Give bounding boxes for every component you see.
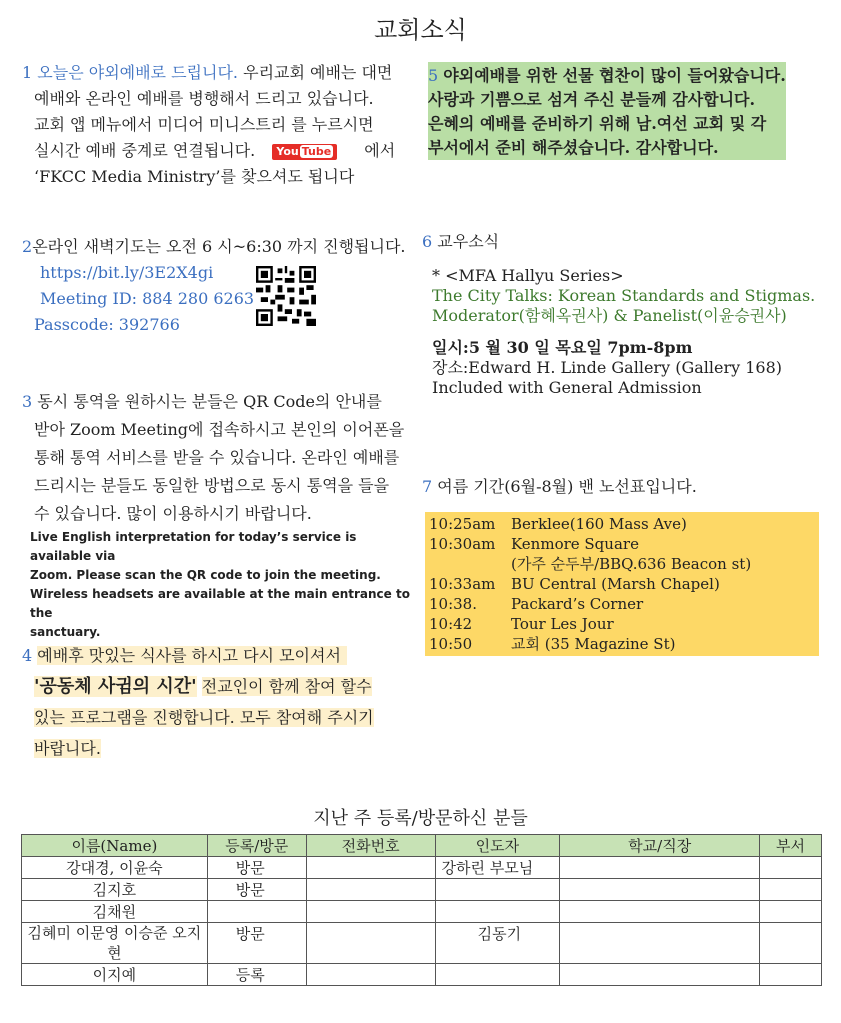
registry-table [21, 834, 822, 986]
table-header: 학교/직장 [560, 835, 760, 857]
table-cell [560, 879, 760, 901]
zoom-link[interactable]: https://bit.ly/3E2X4gi [40, 263, 214, 282]
van-stop-time: 10:25am [429, 515, 496, 533]
meeting-id: Meeting ID: 884 280 6263 [40, 289, 255, 308]
table-cell [760, 923, 822, 964]
item-text: 예배후 맛있는 식사를 하시고 다시 모이셔서 [37, 646, 347, 665]
table-cell [435, 964, 560, 986]
item-text: ‘FKCC Media Ministry’를 찾으셔도 됩니다 [34, 167, 355, 186]
youtube-logo[interactable]: You Tube [272, 144, 337, 160]
table-cell [306, 857, 435, 879]
item-text: 전교인이 함께 참여 할수 [201, 677, 372, 696]
van-stop-time: 10:33am [429, 575, 496, 593]
table-cell [760, 901, 822, 923]
table-cell: 방문 [207, 923, 306, 964]
item-text: 동시 통역을 원하시는 분들은 QR Code의 안내를 [37, 392, 382, 411]
item-text: 우리교회 예배는 대면 [243, 63, 393, 82]
table-cell: 김채원 [22, 901, 208, 923]
van-stop-name: BU Central (Marsh Chapel) [511, 575, 720, 593]
item-text: 수 있습니다. 많이 이용하시기 바랍니다. [34, 504, 312, 523]
table-row [22, 964, 822, 986]
item-text: 야외예배를 위한 선물 협찬이 많이 들어왔습니다. [443, 66, 786, 85]
van-stop-time: 10:38. [429, 595, 477, 613]
item-text: 드리시는 분들도 동일한 방법으로 동시 통역을 들을 [34, 476, 390, 495]
table-row [22, 923, 822, 964]
table-cell [435, 901, 560, 923]
table-header: 인도자 [435, 835, 560, 857]
news-item-7 [422, 474, 832, 500]
table-cell: 이지예 [22, 964, 208, 986]
table-cell [760, 964, 822, 986]
table-cell [560, 857, 760, 879]
table-cell [760, 879, 822, 901]
table-cell [306, 879, 435, 901]
program-name: '공동체 사귐의 시간' [34, 676, 197, 697]
item-number: 3 [22, 392, 33, 411]
table-cell: 등록 [207, 964, 306, 986]
item-number: 2 [22, 237, 33, 256]
van-stop-row [425, 634, 819, 654]
item-text: 온라인 새벽기도는 오전 6 시~6:30 까지 진행됩니다. [32, 237, 406, 256]
table-cell [560, 901, 760, 923]
table-row [22, 901, 822, 923]
van-stop-name: (가주 순두부/BBQ.636 Beacon st) [511, 555, 752, 573]
table-header: 이름(Name) [22, 835, 208, 857]
page-title: 교회소식 [374, 16, 467, 44]
news-item-6 [422, 232, 832, 398]
item-text: 교회 앱 메뉴에서 미디어 미니스트리 를 누르시면 [34, 115, 374, 134]
van-stop-name: Tour Les Jour [511, 615, 614, 633]
news-item-5 [428, 62, 823, 160]
table-cell: 김동기 [435, 923, 560, 964]
item-lead: 오늘은 야외예배로 드립니다. [37, 63, 239, 82]
item-text: 받아 Zoom Meeting에 접속하시고 본인의 이어폰을 [34, 420, 405, 439]
table-cell [306, 901, 435, 923]
item-number: 5 [428, 66, 439, 85]
table-cell [435, 879, 560, 901]
item-number: 7 [422, 477, 433, 496]
van-stop-row [425, 574, 819, 594]
item-text: 에서 [364, 141, 396, 160]
item-text: 실시간 예배 중계로 연결됩니다. [34, 141, 256, 160]
van-stop-row [425, 514, 819, 534]
van-stop-time [425, 554, 511, 574]
van-stop-row [425, 594, 819, 614]
table-cell [306, 964, 435, 986]
van-stop-name: Kenmore Square [511, 535, 639, 553]
table-cell: 방문 [207, 857, 306, 879]
english-interpretation-note: Live English interpretation for today’s service is available via Zoom. Please scan the QR code to join the meeting. Wireless headsets are available at the main entrance to the sanctuary. [30, 530, 410, 639]
table-row [22, 857, 822, 879]
item-text: 은혜의 예배를 준비하기 위해 남.여선 교회 및 각 [428, 114, 767, 133]
van-stop-time: 10:42 [429, 615, 473, 633]
passcode: Passcode: 392766 [34, 315, 180, 334]
van-route-table [425, 512, 819, 656]
table-cell: 김지호 [22, 879, 208, 901]
table-cell [560, 923, 760, 964]
table-header: 등록/방문 [207, 835, 306, 857]
event-panel: Moderator(함혜옥권사) & Panelist(이윤승권사) [432, 306, 787, 325]
item-number: 6 [422, 232, 433, 251]
van-stop-time: 10:50 [429, 635, 473, 653]
table-header: 부서 [760, 835, 822, 857]
van-stop-time: 10:30am [429, 535, 496, 553]
van-stop-name: Packard’s Corner [511, 595, 644, 613]
event-date: 일시:5 월 30 일 목요일 7pm-8pm [432, 338, 693, 357]
item-text: 예배와 온라인 예배를 병행해서 드리고 있습니다. [34, 89, 374, 108]
table-cell: 방문 [207, 879, 306, 901]
item-text: 바랍니다. [34, 739, 101, 758]
van-stop-row [425, 554, 819, 574]
item-number: 1 [22, 63, 33, 82]
news-item-4 [22, 640, 414, 764]
item-text: 통해 통역 서비스를 받을 수 있습니다. 온라인 예배를 [34, 448, 400, 467]
table-cell: 강대경, 이윤숙 [22, 857, 208, 879]
van-stop-row [425, 534, 819, 554]
item-text: 있는 프로그램을 진행합니다. 모두 참여해 주시기 [34, 708, 374, 727]
van-stop-name: 교회 (35 Magazine St) [511, 635, 676, 653]
qr-code-icon[interactable] [256, 266, 316, 326]
registry-title: 지난 주 등록/방문하신 분들 [313, 808, 528, 829]
table-cell: 강하린 부모님 [435, 857, 560, 879]
news-item-1 [22, 60, 412, 190]
table-header: 전화번호 [306, 835, 435, 857]
table-cell [306, 923, 435, 964]
news-item-2 [22, 234, 422, 338]
event-title: The City Talks: Korean Standards and Stigmas. [432, 286, 816, 305]
item-text: 부서에서 준비 해주셨습니다. 감사합니다. [428, 138, 719, 157]
event-place: 장소:Edward H. Linde Gallery (Gallery 168) [432, 358, 783, 377]
event-admission: Included with General Admission [432, 378, 702, 397]
table-row [22, 879, 822, 901]
van-stop-row [425, 614, 819, 634]
van-stop-name: Berklee(160 Mass Ave) [511, 515, 687, 533]
item-text: 사랑과 기쁨으로 섬겨 주신 분들께 감사합니다. [428, 90, 756, 109]
item-heading: 교우소식 [437, 232, 500, 251]
table-cell [760, 857, 822, 879]
table-cell [207, 901, 306, 923]
item-number: 4 [22, 646, 33, 665]
table-cell: 김혜미 이문영 이승준 오지현 [22, 923, 208, 964]
table-cell [560, 964, 760, 986]
event-series: * <MFA Hallyu Series> [432, 266, 624, 285]
item-heading: 여름 기간(6월-8월) 밴 노선표입니다. [437, 477, 697, 496]
news-item-3 [22, 388, 414, 528]
